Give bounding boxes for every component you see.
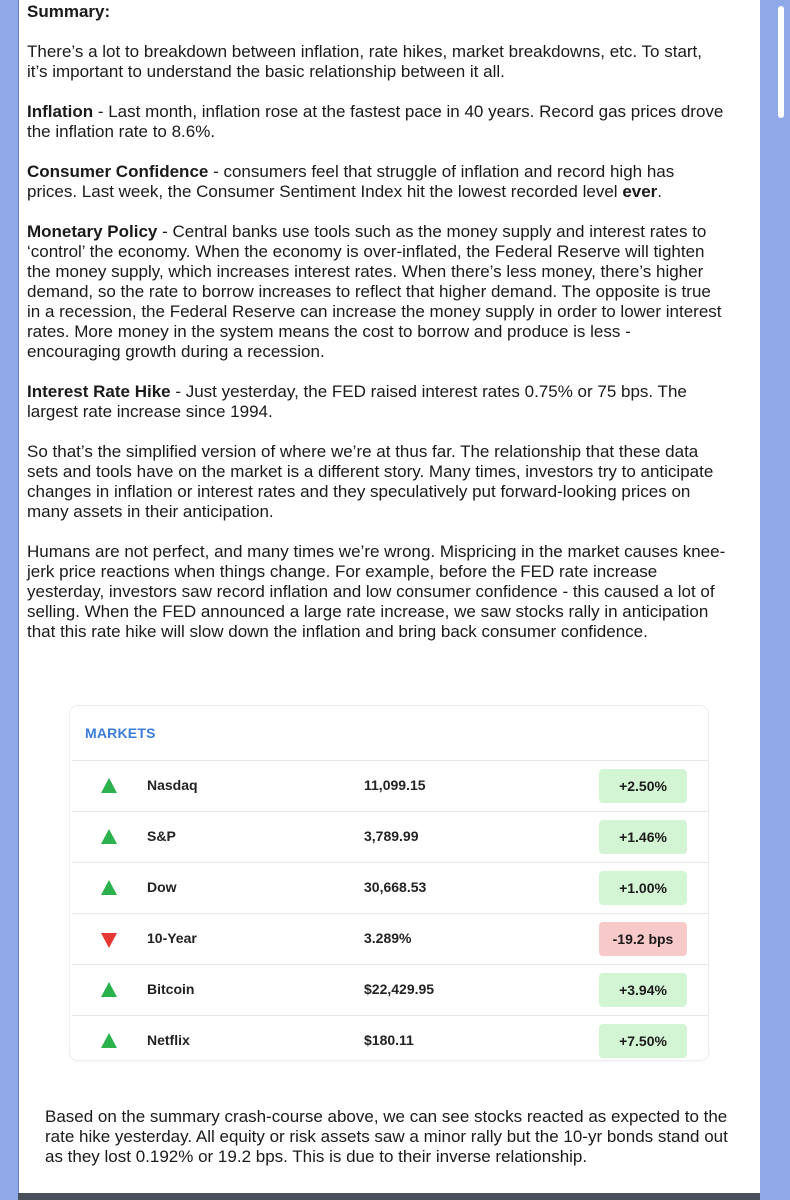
intro-paragraph: There’s a lot to breakdown between inflation, rate hikes, market breakdowns, etc. To start, it’s important to understand the basic relationship between it all. xyxy=(27,42,703,81)
interest-rate-text: - Just yesterday, the FED raised interest rates 0.75% or 75 bps. The largest rate increase since 1994. xyxy=(27,382,687,421)
monetary-policy-paragraph xyxy=(27,222,727,362)
market-name: Nasdaq xyxy=(147,777,198,793)
market-value: $22,429.95 xyxy=(364,981,435,997)
market-name: Dow xyxy=(147,879,177,895)
inflation-text: - Last month, inflation rose at the fastest pace in 40 years. Record gas prices drove the inflation rate to 8.6%. xyxy=(27,102,724,141)
market-change-badge: +2.50% xyxy=(599,769,687,803)
scrollbar-thumb[interactable] xyxy=(778,6,784,118)
market-row xyxy=(72,862,708,913)
market-name: Netflix xyxy=(147,1032,190,1048)
closing-paragraph: Based on the summary crash-course above, we can see stocks reacted as expected to the rate hike yesterday. All equity or risk assets saw a minor rally but the 10-yr bonds stand out as they lost 0.192% or 19.2 bps. This is due to their inverse relationship. xyxy=(45,1107,728,1166)
market-value: 3,789.99 xyxy=(364,828,419,844)
article-body xyxy=(27,2,727,662)
market-value: 3.289% xyxy=(364,930,412,946)
consumer-confidence-emphasis: ever xyxy=(622,182,658,201)
up-arrow-icon xyxy=(101,880,117,895)
market-change-badge: +1.46% xyxy=(599,820,687,854)
bottom-bar xyxy=(18,1193,760,1200)
summary-heading: Summary: xyxy=(27,2,111,21)
markets-table xyxy=(72,760,708,1066)
up-arrow-icon xyxy=(101,1033,117,1048)
up-arrow-icon xyxy=(101,829,117,844)
up-arrow-icon xyxy=(101,778,117,793)
market-row xyxy=(72,1015,708,1066)
market-row xyxy=(72,913,708,964)
simplified-paragraph: So that’s the simplified version of where we’re at thus far. The relationship that these data sets and tools have on the market is a different story. Many times, investors try to anticipate changes in inflation or interest rates and they speculatively put forward-looking prices on many assets in their anticipation. xyxy=(27,442,714,521)
market-row xyxy=(72,964,708,1015)
consumer-confidence-paragraph xyxy=(27,162,727,202)
inflation-label: Inflation xyxy=(27,102,94,121)
markets-title: MARKETS xyxy=(85,725,156,741)
markets-card xyxy=(70,706,708,1060)
consumer-confidence-end: . xyxy=(657,182,663,201)
up-arrow-icon xyxy=(101,982,117,997)
inflation-paragraph xyxy=(27,102,727,142)
consumer-confidence-text: - consumers feel that struggle of inflation and record high has prices. Last week, the Consumer Sentiment Index hit the lowest recorded level xyxy=(27,162,675,201)
market-name: 10-Year xyxy=(147,930,197,946)
consumer-confidence-label: Consumer Confidence xyxy=(27,162,209,181)
market-row xyxy=(72,760,708,811)
market-name: Bitcoin xyxy=(147,981,195,997)
interest-rate-label: Interest Rate Hike xyxy=(27,382,171,401)
market-change-badge: +7.50% xyxy=(599,1024,687,1058)
market-change-badge: +1.00% xyxy=(599,871,687,905)
monetary-policy-label: Monetary Policy xyxy=(27,222,158,241)
monetary-policy-text: - Central banks use tools such as the money supply and interest rates to ‘control’ the economy. When the economy is over-inflated, the Federal Reserve will tighten the money supply, which increases interest rates. When there’s less money, there’s higher demand, so the rate to borrow increases to reflect that higher demand. The opposite is true in a recession, the Federal Reserve can increase the money supply in order to lower interest rates. More money in the system means the cost to borrow and produce is less - encouraging growth during a recession. xyxy=(27,222,722,361)
market-name: S&P xyxy=(147,828,176,844)
humans-paragraph: Humans are not perfect, and many times we’re wrong. Mispricing in the market causes knee-jerk price reactions when things change. For example, before the FED rate increase yesterday, investors saw record inflation and low consumer confidence - this caused a lot of selling. When the FED announced a large rate increase, we saw stocks rally in anticipation that this rate hike will slow down the inflation and bring back consumer confidence. xyxy=(27,542,726,641)
market-value: $180.11 xyxy=(364,1032,414,1048)
market-value: 30,668.53 xyxy=(364,879,427,895)
scrollbar-track[interactable] xyxy=(760,0,790,1200)
market-change-badge: +3.94% xyxy=(599,973,687,1007)
down-arrow-icon xyxy=(101,933,117,948)
market-row xyxy=(72,811,708,862)
interest-rate-paragraph xyxy=(27,382,727,422)
market-value: 11,099.15 xyxy=(364,777,426,793)
market-change-badge: -19.2 bps xyxy=(599,922,687,956)
